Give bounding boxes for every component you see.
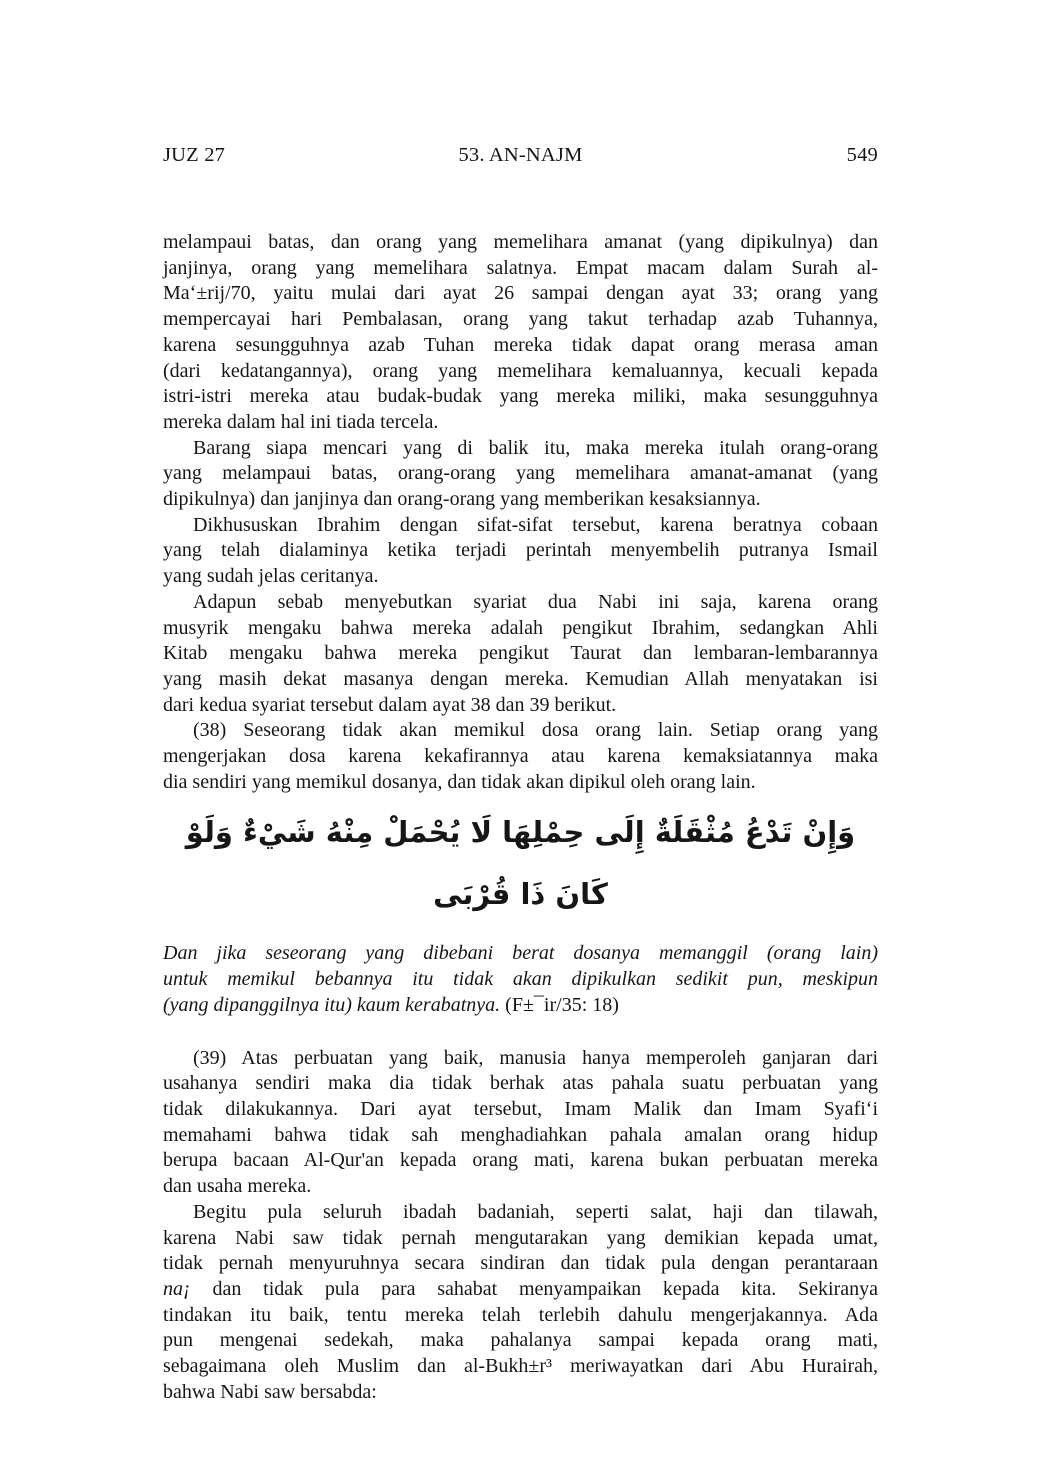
text-line: dari kedua syariat tersebut dalam ayat 38 dan 39 berikut. (163, 693, 617, 716)
text-line: mengerjakan dosa karena kekafirannya atau karena kemaksiatannya maka (163, 745, 878, 768)
italic-run: (yang dipanggilnya itu) kaum kerabatnya. (163, 993, 506, 1016)
text-line: bahwa Nabi saw bersabda: (163, 1380, 377, 1403)
paragraph (163, 436, 878, 513)
text-line: melampaui batas, dan orang yang memelihara amanat (yang dipikulnya) dan (163, 231, 878, 253)
text-line: Adapun sebab menyebutkan syariat dua Nabi ini saja, karena orang (193, 590, 878, 613)
text-line: dia sendiri yang memikul dosanya, dan tidak akan dipikul oleh orang lain. (163, 770, 756, 793)
text-line: pun mengenai sedekah, maka pahalanya sampai kepada orang mati, (163, 1329, 878, 1352)
text-line: yang telah dialaminya ketika terjadi perintah menyembelih putranya Ismail (163, 539, 878, 562)
text-line: mereka dalam hal ini tiada tercela. (163, 410, 439, 433)
text-line (163, 993, 878, 1019)
text-line: Dikhususkan Ibrahim dengan sifat-sifat tersebut, karena beratnya cobaan (193, 513, 878, 536)
text-line: tindakan itu baik, tentu mereka telah terlebih dahulu mengerjakannya. Ada (163, 1303, 878, 1326)
text-line: (38) Seseorang tidak akan memikul dosa orang lain. Setiap orang yang (193, 719, 878, 742)
paragraph (163, 718, 878, 795)
text-line: usahanya sendiri maka dia tidak berhak atas pahala suatu perbuatan yang (163, 1072, 878, 1095)
paragraph (163, 230, 878, 436)
page-header (163, 143, 878, 167)
text-line: Barang siapa mencari yang di balik itu, maka mereka itulah orang-orang (193, 436, 878, 459)
text-line: (39) Atas perbuatan yang baik, manusia hanya memperoleh ganjaran dari (193, 1046, 878, 1069)
paragraph (163, 941, 878, 1018)
text-line: Ma‘±rij/70, yaitu mulai dari ayat 26 sampai dengan ayat 33; orang yang (163, 282, 878, 305)
text-line: Kitab mengaku bahwa mereka pengikut Taurat dan lembaran-lembarannya (163, 642, 878, 665)
text-line: yang sudah jelas ceritanya. (163, 565, 379, 588)
arabic-verse: وَإِنْ تَدْعُ مُثْقَلَةٌ إِلَى حِمْلِهَا لَا يُحْمَلْ مِنْهُ شَيْءٌ وَلَوْ كَانَ ذَا قُرْبَى (185, 815, 856, 912)
text-line: musyrik mengaku bahwa mereka adalah pengikut Ibrahim, sedangkan Ahli (163, 616, 878, 639)
text-line: memahami bahwa tidak sah menghadiahkan pahala amalan orang hidup (163, 1123, 878, 1146)
text-line: sebagaimana oleh Muslim dan al-Bukh±r³ meriwayatkan dari Abu Hurairah, (163, 1355, 878, 1378)
italic-run: na¡ (163, 1277, 191, 1300)
juz-label: JUZ 27 (163, 144, 226, 166)
text-line: mempercayai hari Pembalasan, orang yang takut terhadap azab Tuhannya, (163, 308, 878, 331)
text-line: yang masih dekat masanya dengan mereka. Kemudian Allah menyatakan isi (163, 667, 878, 690)
text-line: dan usaha mereka. (163, 1175, 312, 1198)
text-line: dipikulnya) dan janjinya dan orang-orang yang memberikan kesaksiannya. (163, 488, 761, 511)
text-line: Begitu pula seluruh ibadah badaniah, seperti salat, haji dan tilawah, (193, 1200, 878, 1223)
text-line (163, 1277, 878, 1303)
text-run: (F±¯ir/35: 18) (505, 993, 619, 1016)
text-line: tidak dilakukannya. Dari ayat tersebut, Imam Malik dan Imam Syafi‘i (163, 1097, 878, 1120)
text-run: dan tidak pula para sahabat menyampaikan kepada kita. Sekiranya (190, 1277, 878, 1300)
paragraph (163, 1200, 878, 1406)
text-line: janjinya, orang yang memelihara salatnya. Empat macam dalam Surah al- (163, 256, 878, 279)
text-line: yang melampaui batas, orang-orang yang memelihara amanat-amanat (yang (163, 462, 878, 485)
text-line: berupa bacaan Al-Qur'an kepada orang mati, karena bukan perbuatan mereka (163, 1149, 878, 1172)
page-number: 549 (846, 144, 878, 166)
surah-title: 53. AN-NAJM (458, 144, 583, 166)
text-line: istri-istri mereka atau budak-budak yang mereka miliki, maka sesungguhnya (163, 385, 878, 408)
paragraph (163, 1046, 878, 1200)
text-line: Dan jika seseorang yang dibebani berat dosanya memanggil (orang lain) (163, 942, 878, 965)
paragraph (163, 513, 878, 590)
text-line: karena sesungguhnya azab Tuhan mereka tidak dapat orang merasa aman (163, 333, 878, 356)
text-line: karena Nabi saw tidak pernah mengutarakan yang demikian kepada umat, (163, 1226, 878, 1249)
page-content (163, 230, 878, 1405)
text-line: tidak pernah menyuruhnya secara sindiran dan tidak pula dengan perantaraan (163, 1252, 878, 1275)
text-line: (dari kedatangannya), orang yang memelihara kemaluannya, kecuali kepada (163, 359, 878, 382)
paragraph (163, 590, 878, 719)
text-line: untuk memikul bebannya itu tidak akan dipikulkan sedikit pun, meskipun (163, 968, 878, 991)
